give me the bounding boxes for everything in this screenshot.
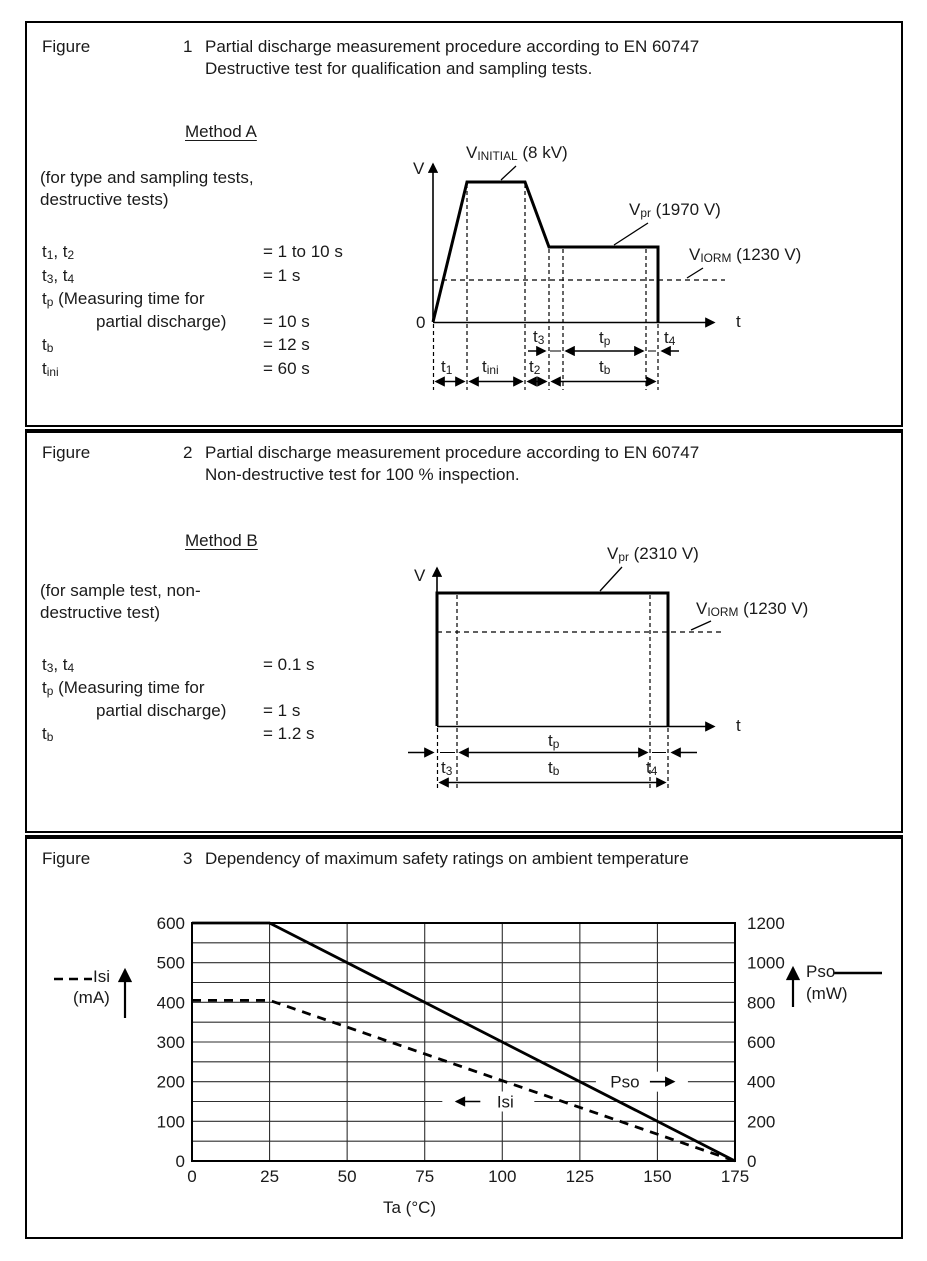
fig2-param-name: t3, t4 <box>42 655 75 676</box>
fig1-viorm-label: VIORM (1230 V) <box>689 245 802 266</box>
fig1-param-value: = 1 to 10 s <box>263 242 343 261</box>
fig1-vinitial-label: VINITIAL (8 kV) <box>466 143 568 164</box>
fig2-v-axis-label: V <box>414 566 426 585</box>
fig1-param-name: tini <box>42 359 59 380</box>
fig1-t-axis-label: t <box>736 312 741 331</box>
fig1-dim-label-t4: t4 <box>664 328 676 349</box>
fig1-viorm-leader <box>687 268 703 278</box>
fig2-viorm-leader <box>691 621 711 630</box>
y-left-tick-label: 100 <box>156 1112 185 1132</box>
fig2-method-heading: Method B <box>185 531 258 550</box>
fig1-vinitial-leader <box>501 166 516 180</box>
fig1-param-name: tb <box>42 335 54 356</box>
fig2-figure-label: Figure <box>42 443 91 462</box>
fig3-figure-label: Figure <box>42 849 91 868</box>
fig3-title: Dependency of maximum safety ratings on ambient temperature <box>205 849 689 868</box>
annotation-mask <box>442 1092 534 1112</box>
fig2-param-value: = 1 s <box>263 701 301 720</box>
fig1-param-name: t3, t4 <box>42 266 75 287</box>
fig2-param-name: tp (Measuring time for <box>42 678 205 699</box>
fig2-param-name: tb <box>42 724 54 745</box>
y-left-tick-label: 300 <box>156 1033 185 1052</box>
fig1-vpr-label: Vpr (1970 V) <box>629 200 721 221</box>
y-right-tick-label: 0 <box>747 1152 757 1171</box>
fig1-note-line2: destructive tests) <box>40 190 169 209</box>
x-axis-title: Ta (°C) <box>383 1198 437 1217</box>
fig1-param-value: = 12 s <box>263 335 310 354</box>
y-right-tick-label: 800 <box>747 993 776 1013</box>
fig1-dim-label-tb: tb <box>599 357 611 378</box>
fig1-param-name: tp (Measuring time for <box>42 289 205 310</box>
right-axis-legend-name: Pso <box>806 962 836 981</box>
fig1-dim-label-tp: tp <box>599 328 611 349</box>
y-left-tick-label: 400 <box>156 993 185 1013</box>
fig2-param-value: = 1.2 s <box>263 724 315 743</box>
x-tick-label: 0 <box>187 1167 197 1186</box>
fig2-dim-label-t4: t4 <box>646 758 658 779</box>
fig2-note-line2: destructive test) <box>40 603 160 622</box>
right-axis-legend-unit: (mW) <box>806 984 848 1003</box>
fig2-viorm-label: VIORM (1230 V) <box>696 599 809 620</box>
fig3-figure-number: 3 <box>183 849 193 868</box>
fig2-vpr-leader <box>600 567 622 591</box>
y-left-tick-label: 600 <box>156 914 185 933</box>
fig2-figure-number: 2 <box>183 443 193 462</box>
y-left-tick-label: 0 <box>175 1152 185 1171</box>
fig1-dim-label-t1: t1 <box>441 357 453 378</box>
y-right-tick-label: 200 <box>747 1112 776 1132</box>
figure2-waveform-diagram <box>408 567 723 791</box>
y-right-tick-label: 400 <box>747 1072 776 1092</box>
fig1-dim-label-tini: tini <box>482 357 499 378</box>
fig2-vpr-label: Vpr (2310 V) <box>607 544 699 565</box>
fig2-dim-label-tp: tp <box>548 731 560 752</box>
fig2-dim-label-t3: t3 <box>441 758 453 779</box>
fig1-v-axis-label: V <box>413 159 425 178</box>
x-tick-label: 175 <box>720 1167 750 1186</box>
fig1-figure-label: Figure <box>42 37 91 56</box>
fig2-t-axis-label: t <box>736 716 741 735</box>
fig1-param-value: = 10 s <box>263 312 310 331</box>
curve-annotation-label: Pso <box>610 1072 640 1092</box>
fig1-note-line1: (for type and sampling tests, <box>40 168 254 187</box>
figure1-waveform-diagram <box>433 164 725 390</box>
fig2-title-line2: Non-destructive test for 100 % inspection. <box>205 465 520 484</box>
x-tick-label: 25 <box>260 1167 280 1186</box>
fig1-method-heading: Method A <box>185 122 257 141</box>
y-left-tick-label: 500 <box>156 953 185 973</box>
figure3-chart <box>157 914 785 1186</box>
x-tick-label: 125 <box>565 1167 595 1186</box>
fig2-param-value: = 0.1 s <box>263 655 315 674</box>
fig1-param-value: = 1 s <box>263 266 301 285</box>
fig1-voltage-waveform <box>433 182 658 322</box>
fig1-title-line2: Destructive test for qualification and sampling tests. <box>205 59 593 78</box>
left-axis-legend-unit: (mA) <box>73 988 110 1007</box>
y-right-tick-label: 1000 <box>747 953 785 973</box>
fig2-param-name: partial discharge) <box>96 701 227 720</box>
fig1-figure-number: 1 <box>183 37 193 56</box>
x-tick-label: 50 <box>337 1167 357 1186</box>
fig1-title-line1: Partial discharge measurement procedure according to EN 60747 <box>205 37 700 56</box>
fig2-dim-label-tb: tb <box>548 758 560 779</box>
fig1-param-name: t1, t2 <box>42 242 75 263</box>
x-tick-label: 75 <box>415 1167 435 1186</box>
x-tick-label: 100 <box>488 1167 517 1186</box>
fig1-param-value: = 60 s <box>263 359 310 378</box>
fig2-note-line1: (for sample test, non- <box>40 581 201 600</box>
y-right-tick-label: 600 <box>747 1033 776 1052</box>
fig2-title-line1: Partial discharge measurement procedure according to EN 60747 <box>205 443 700 462</box>
y-right-tick-label: 1200 <box>747 914 785 933</box>
left-axis-legend-name: Isi <box>93 967 110 986</box>
fig1-dim-label-t2: t2 <box>529 357 541 378</box>
x-tick-label: 150 <box>643 1167 672 1186</box>
curve-annotation-label: Isi <box>496 1092 514 1112</box>
fig1-dim-label-t3: t3 <box>533 327 545 348</box>
fig1-param-name: partial discharge) <box>96 312 227 331</box>
fig1-origin-label: 0 <box>416 313 426 332</box>
y-left-tick-label: 200 <box>156 1072 185 1092</box>
fig1-vpr-leader <box>614 223 648 245</box>
fig2-voltage-waveform <box>437 593 668 726</box>
